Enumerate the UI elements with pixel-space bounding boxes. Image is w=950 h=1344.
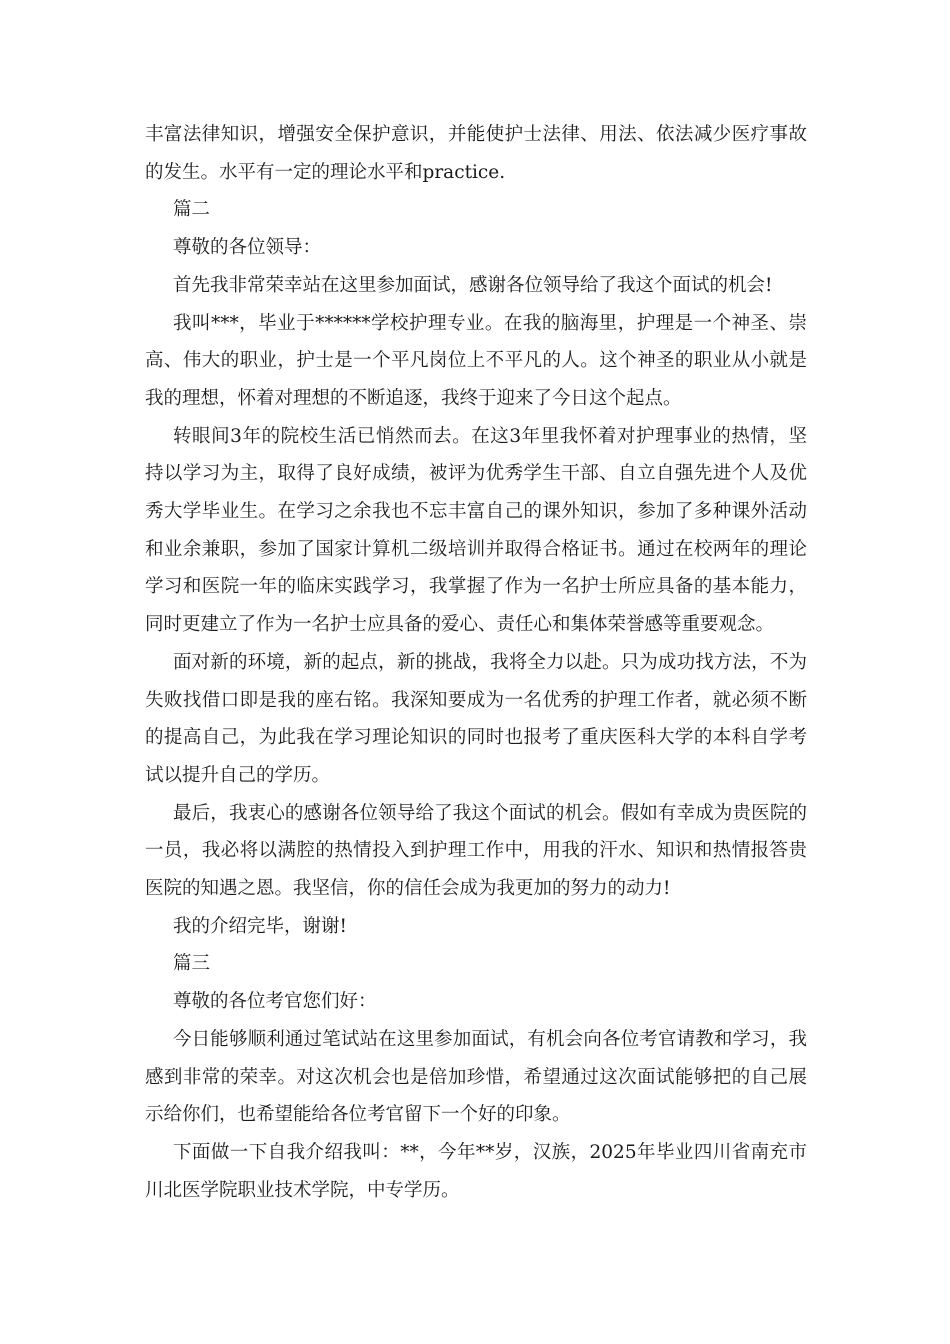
paragraph: 面对新的环境，新的起点，新的挑战，我将全力以赴。只为成功找方法，不为失败找借口即是我的座右铭。我深知要成为一名优秀的护理工作者，就必须不断的提高自己，为此我在学习理论知识的同时也报考了重庆医科大学的本科自学考试以提升自己的学历。 bbox=[145, 651, 807, 786]
paragraph: 我叫***，毕业于******学校护理专业。在我的脑海里，护理是一个神圣、崇高、伟大的职业，护士是一个平凡岗位上不平凡的人。这个神圣的职业从小就是我的理想，怀着对理想的不断追逐，我终于迎来了今日这个起点。 bbox=[145, 312, 807, 409]
salutation: 尊敬的各位考官您们好： bbox=[173, 991, 377, 1013]
paragraph: 今日能够顺利通过笔试站在这里参加面试，有机会向各位考官请教和学习，我感到非常的荣幸。对这次机会也是倍加珍惜，希望通过这次面试能够把的自己展示给你们，也希望能给各位考官留下一个好的印象。 bbox=[145, 1028, 807, 1126]
closing-line: 我的介绍完毕，谢谢! bbox=[173, 915, 347, 937]
paragraph: 下面做一下自我介绍我叫：**，今年**岁，汉族，2025年毕业四川省南充市川北医学院职业技术学院，中专学历。 bbox=[145, 1141, 807, 1201]
paragraph: 首先我非常荣幸站在这里参加面试，感谢各位领导给了我这个面试的机会! bbox=[173, 274, 773, 296]
paragraph: 最后，我衷心的感谢各位领导给了我这个面试的机会。假如有幸成为贵医院的一员，我必将以满腔的热情投入到护理工作中，用我的汗水、知识和热情报答贵医院的知遇之恩。我坚信，你的信任会成为我更加的努力的动力! bbox=[145, 802, 807, 900]
salutation: 尊敬的各位领导： bbox=[173, 237, 322, 259]
section-heading-2: 篇二 bbox=[173, 199, 211, 221]
paragraph-continuation: 丰富法律知识，增强安全保护意识，并能使护士法律、用法、依法减少医疗事故的发生。水平有一定的理论水平和practice. bbox=[145, 124, 807, 183]
paragraph: 转眼间3年的院校生活已悄然而去。在这3年里我怀着对护理事业的热情，坚持以学习为主，取得了良好成绩，被评为优秀学生干部、自立自强先进个人及优秀大学毕业生。在学习之余我也不忘丰富自己的课外知识，参加了多种课外活动和业余兼职，参加了国家计算机二级培训并取得合格证书。通过在校两年的理论学习和医院一年的临床实践学习，我掌握了作为一名护士所应具备的基本能力，同时更建立了作为一名护士应具备的爱心、责任心和集体荣誉感等重要观念。 bbox=[145, 425, 807, 636]
document-body bbox=[145, 116, 807, 1209]
section-heading-3: 篇三 bbox=[173, 953, 211, 975]
